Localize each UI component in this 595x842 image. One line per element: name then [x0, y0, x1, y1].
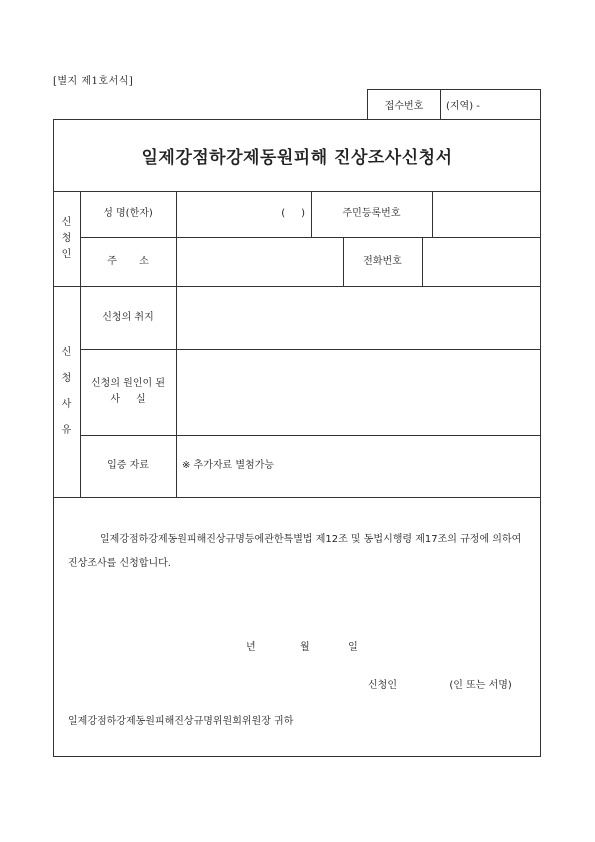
application-statement: 일제강점하강제동원피해진상규명등에관한특별법 제12조 및 동법시행령 제17조의 규정에 의하여 진상조사를 신청합니다. [68, 534, 522, 569]
evidence-field[interactable] [176, 435, 541, 497]
cause-facts-label: 신청의 원인이 된 사 실 [91, 378, 165, 405]
application-purpose-label: 신청의 취지 [102, 311, 154, 323]
signature-label: 신청인 [368, 680, 397, 691]
date-line [246, 638, 358, 653]
address-label: 주 소 [107, 255, 149, 267]
month-label: 월 [300, 642, 310, 653]
address-field[interactable] [176, 237, 343, 286]
hanja-name-parentheses: ( ) [281, 208, 305, 219]
evidence-note: ※ 추가자료 별첨가능 [182, 460, 275, 471]
applicant-section-label: 신 청 인 [61, 216, 72, 260]
year-label: 년 [246, 642, 256, 653]
phone-field[interactable] [422, 237, 541, 286]
signature-line [368, 676, 512, 691]
receipt-number-field[interactable]: (지역) - [446, 101, 480, 112]
reason-section-label: 신 청 사 유 [61, 346, 72, 436]
name-field[interactable] [176, 191, 311, 237]
application-purpose-field[interactable] [176, 286, 541, 349]
form-number-label: [별지 제1호서식] [53, 76, 134, 87]
receipt-number-label: 접수번호 [368, 90, 441, 119]
resident-number-field[interactable] [432, 191, 541, 237]
day-label: 일 [348, 642, 358, 653]
evidence-label: 입증 자료 [107, 460, 149, 471]
cause-facts-field[interactable] [176, 349, 541, 435]
phone-label: 전화번호 [363, 255, 402, 267]
receipt-number-box [367, 89, 541, 119]
resident-number-label: 주민등록번호 [342, 208, 401, 219]
name-label: 성 명(한자) [103, 208, 153, 219]
divider [53, 497, 541, 498]
signature-note: (인 또는 서명) [449, 680, 512, 691]
form-title: 일제강점하강제동원피해 진상조사신청서 [141, 148, 453, 168]
addressee: 일제강점하강제동원피해진상규명위원회위원장 귀하 [68, 716, 294, 727]
